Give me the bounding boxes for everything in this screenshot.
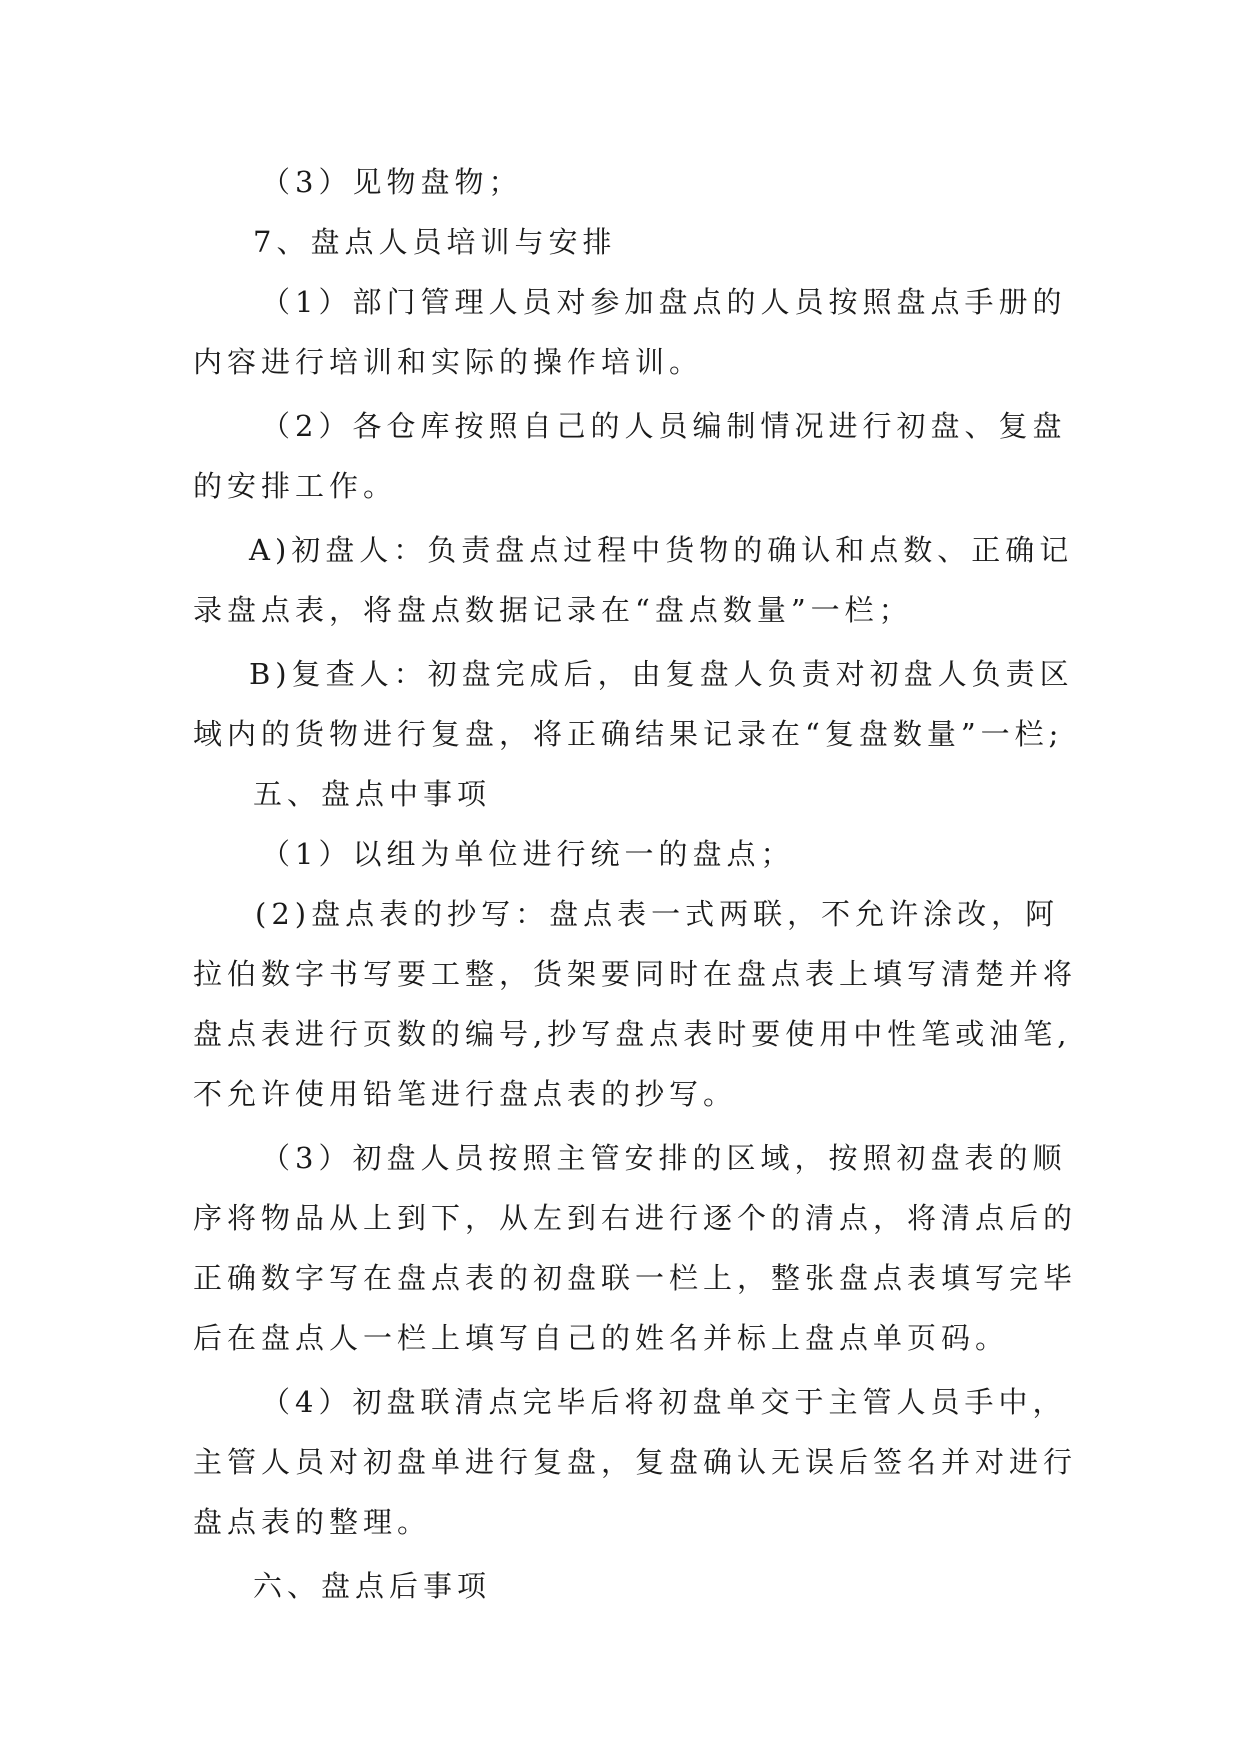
section-7-heading: 7、盘点人员培训与安排 bbox=[253, 225, 617, 259]
item-3-see-and-count: （3）见物盘物； bbox=[261, 165, 523, 199]
during-item-3-line-1: （3）初盘人员按照主管安排的区域，按照初盘表的顺 bbox=[261, 1141, 1067, 1175]
during-item-4-line-3: 盘点表的整理。 bbox=[193, 1505, 432, 1539]
role-a-line-2: 录盘点表，将盘点数据记录在“盘点数量”一栏； bbox=[193, 593, 913, 627]
role-a-line-1: A)初盘人：负责盘点过程中货物的确认和点数、正确记 bbox=[249, 533, 1074, 567]
during-item-4-line-2: 主管人员对初盘单进行复盘，复盘确认无误后签名并对进行 bbox=[193, 1445, 1078, 1479]
during-item-2-line-1: (2)盘点表的抄写：盘点表一式两联，不允许涂改，阿 bbox=[255, 897, 1060, 931]
during-item-3-line-2: 序将物品从上到下，从左到右进行逐个的清点，将清点后的 bbox=[193, 1201, 1078, 1235]
section-6-heading: 六、盘点后事项 bbox=[253, 1569, 492, 1603]
during-item-2-line-4: 不允许使用铅笔进行盘点表的抄写。 bbox=[193, 1077, 738, 1111]
training-item-1-line-1: （1）部门管理人员对参加盘点的人员按照盘点手册的 bbox=[261, 285, 1067, 319]
role-b-line-2: 域内的货物进行复盘，将正确结果记录在“复盘数量”一栏; bbox=[193, 717, 1064, 751]
training-item-2-line-1: （2）各仓库按照自己的人员编制情况进行初盘、复盘 bbox=[261, 409, 1067, 443]
training-item-2-line-2: 的安排工作。 bbox=[193, 469, 398, 503]
during-item-3-line-3: 正确数字写在盘点表的初盘联一栏上，整张盘点表填写完毕 bbox=[193, 1261, 1078, 1295]
during-item-2-line-3: 盘点表进行页数的编号,抄写盘点表时要使用中性笔或油笔, bbox=[193, 1017, 1072, 1051]
training-item-1-line-2: 内容进行培训和实际的操作培训。 bbox=[193, 345, 704, 379]
during-item-4-line-1: （4）初盘联清点完毕后将初盘单交于主管人员手中， bbox=[261, 1385, 1067, 1419]
section-5-heading: 五、盘点中事项 bbox=[253, 777, 492, 811]
during-item-1: （1）以组为单位进行统一的盘点； bbox=[261, 837, 795, 871]
role-b-line-1: B)复查人：初盘完成后，由复盘人负责对初盘人负责区 bbox=[249, 657, 1074, 691]
during-item-2-line-2: 拉伯数字书写要工整，货架要同时在盘点表上填写清楚并将 bbox=[193, 957, 1078, 991]
document-body bbox=[193, 152, 1078, 1616]
during-item-3-line-4: 后在盘点人一栏上填写自己的姓名并标上盘点单页码。 bbox=[193, 1321, 1010, 1355]
